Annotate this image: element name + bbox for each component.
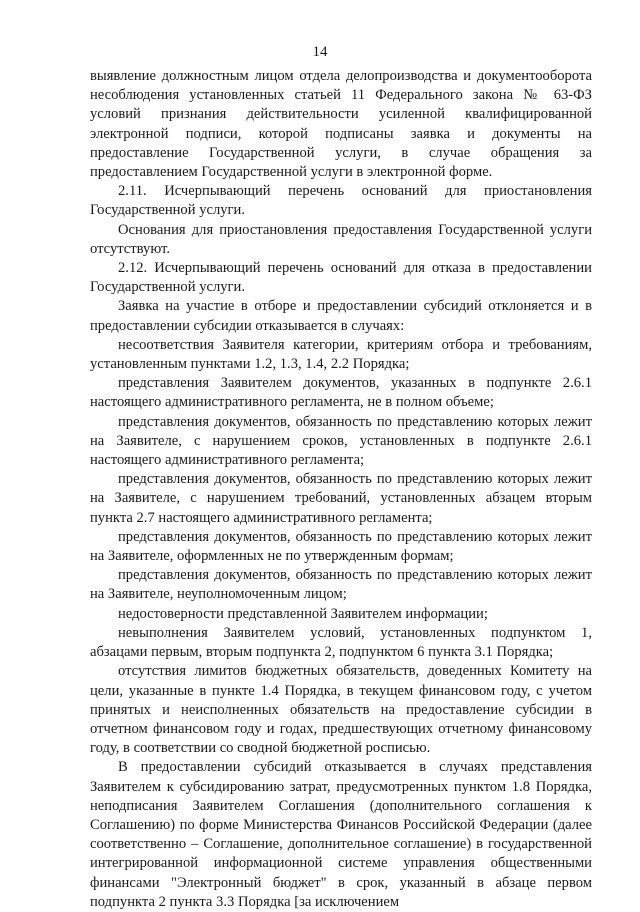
list-item-noncompliance: несоответствия Заявителя категории, критериям отбора и требованиям, установленным пунктами 1.2, 1.3, 1.4, 2.2 Порядка;: [90, 336, 592, 373]
paragraph-no-suspension-grounds: Основания для приостановления предоставления Государственной услуги отсутствуют.: [90, 221, 592, 257]
paragraph-rejection-intro: Заявка на участие в отборе и предоставлении субсидий отклоняется и в предоставлении субсидии отказывается в случаях:: [90, 298, 592, 334]
list-item-conditions-not-met: невыполнения Заявителем условий, установленных подпунктом 1, абзацами первым, вторым подпункта 2, подпунктом 6 пункта 3.1 Порядка;: [90, 624, 592, 661]
paragraph-signature-verification: выявление должностным лицом отдела делопроизводства и документооборота несоблюдения установленных статьей 11 Федерального закона № 63-ФЗ условий признания действительности усиленной квалифицированной электронной подписи, которой подписаны заявка и документы на предоставление Государственной услуги, в случае обращения за предоставлением Государственной услуги в электронной форме.: [90, 68, 592, 181]
document-body: [90, 67, 592, 912]
list-item-budget-limits: отсутствия лимитов бюджетных обязательств, доведенных Комитету на цели, указанные в пункте 1.4 Порядка, в текущем финансовом году, с учетом принятых и неисполненных обязательств на предоставление субсидии в отчетном финансовом году и годах, предшествующих отчетному финансовому году, в соответствии со сводной бюджетной росписью.: [90, 663, 592, 757]
section-heading-2-11: 2.11. Исчерпывающий перечень оснований для приостановления Государственной услуги.: [90, 183, 592, 219]
list-item-late-documents: представления документов, обязанность по представлению которых лежит на Заявителе, с нарушением сроков, установленных в подпункте 2.6.1 настоящего административного регламента;: [90, 413, 592, 469]
section-heading-2-12: 2.12. Исчерпывающий перечень оснований для отказа в предоставлении Государственной услуги.: [90, 260, 592, 296]
list-item-false-information: недостоверности представленной Заявителем информации;: [118, 605, 488, 622]
list-item-unauthorized-person: представления документов, обязанность по представлению которых лежит на Заявителе, неуполномоченным лицом;: [90, 567, 592, 603]
list-item-requirements-violation: представления документов, обязанность по представлению которых лежит на Заявителе, с нарушением требований, установленных абзацем вторым пункта 2.7 настоящего административного регламента;: [90, 471, 592, 526]
paragraph-subsidy-refusal: В предоставлении субсидий отказывается в случаях представления Заявителем к субсидированию затрат, предусмотренных пунктом 1.8 Порядка, неподписания Заявителем Соглашения (дополнительного соглашения к Соглашению) по форме Министерства Финансов Российской Федерации (далее соответственно – Соглашение, дополнительное соглашение) в государственной интегрированной информационной системе управления общественными финансами "Электронный бюджет" в срок, указанный в абзаце первом подпункта 2 пункта 3.3 Порядка [за исключением: [90, 759, 592, 910]
list-item-wrong-forms: представления документов, обязанность по представлению которых лежит на Заявителе, оформленных не по утвержденным формам;: [90, 528, 592, 565]
page-number: 14: [312, 44, 328, 60]
list-item-incomplete-documents: представления Заявителем документов, указанных в подпункте 2.6.1 настоящего административного регламента, не в полном объеме;: [90, 375, 592, 411]
